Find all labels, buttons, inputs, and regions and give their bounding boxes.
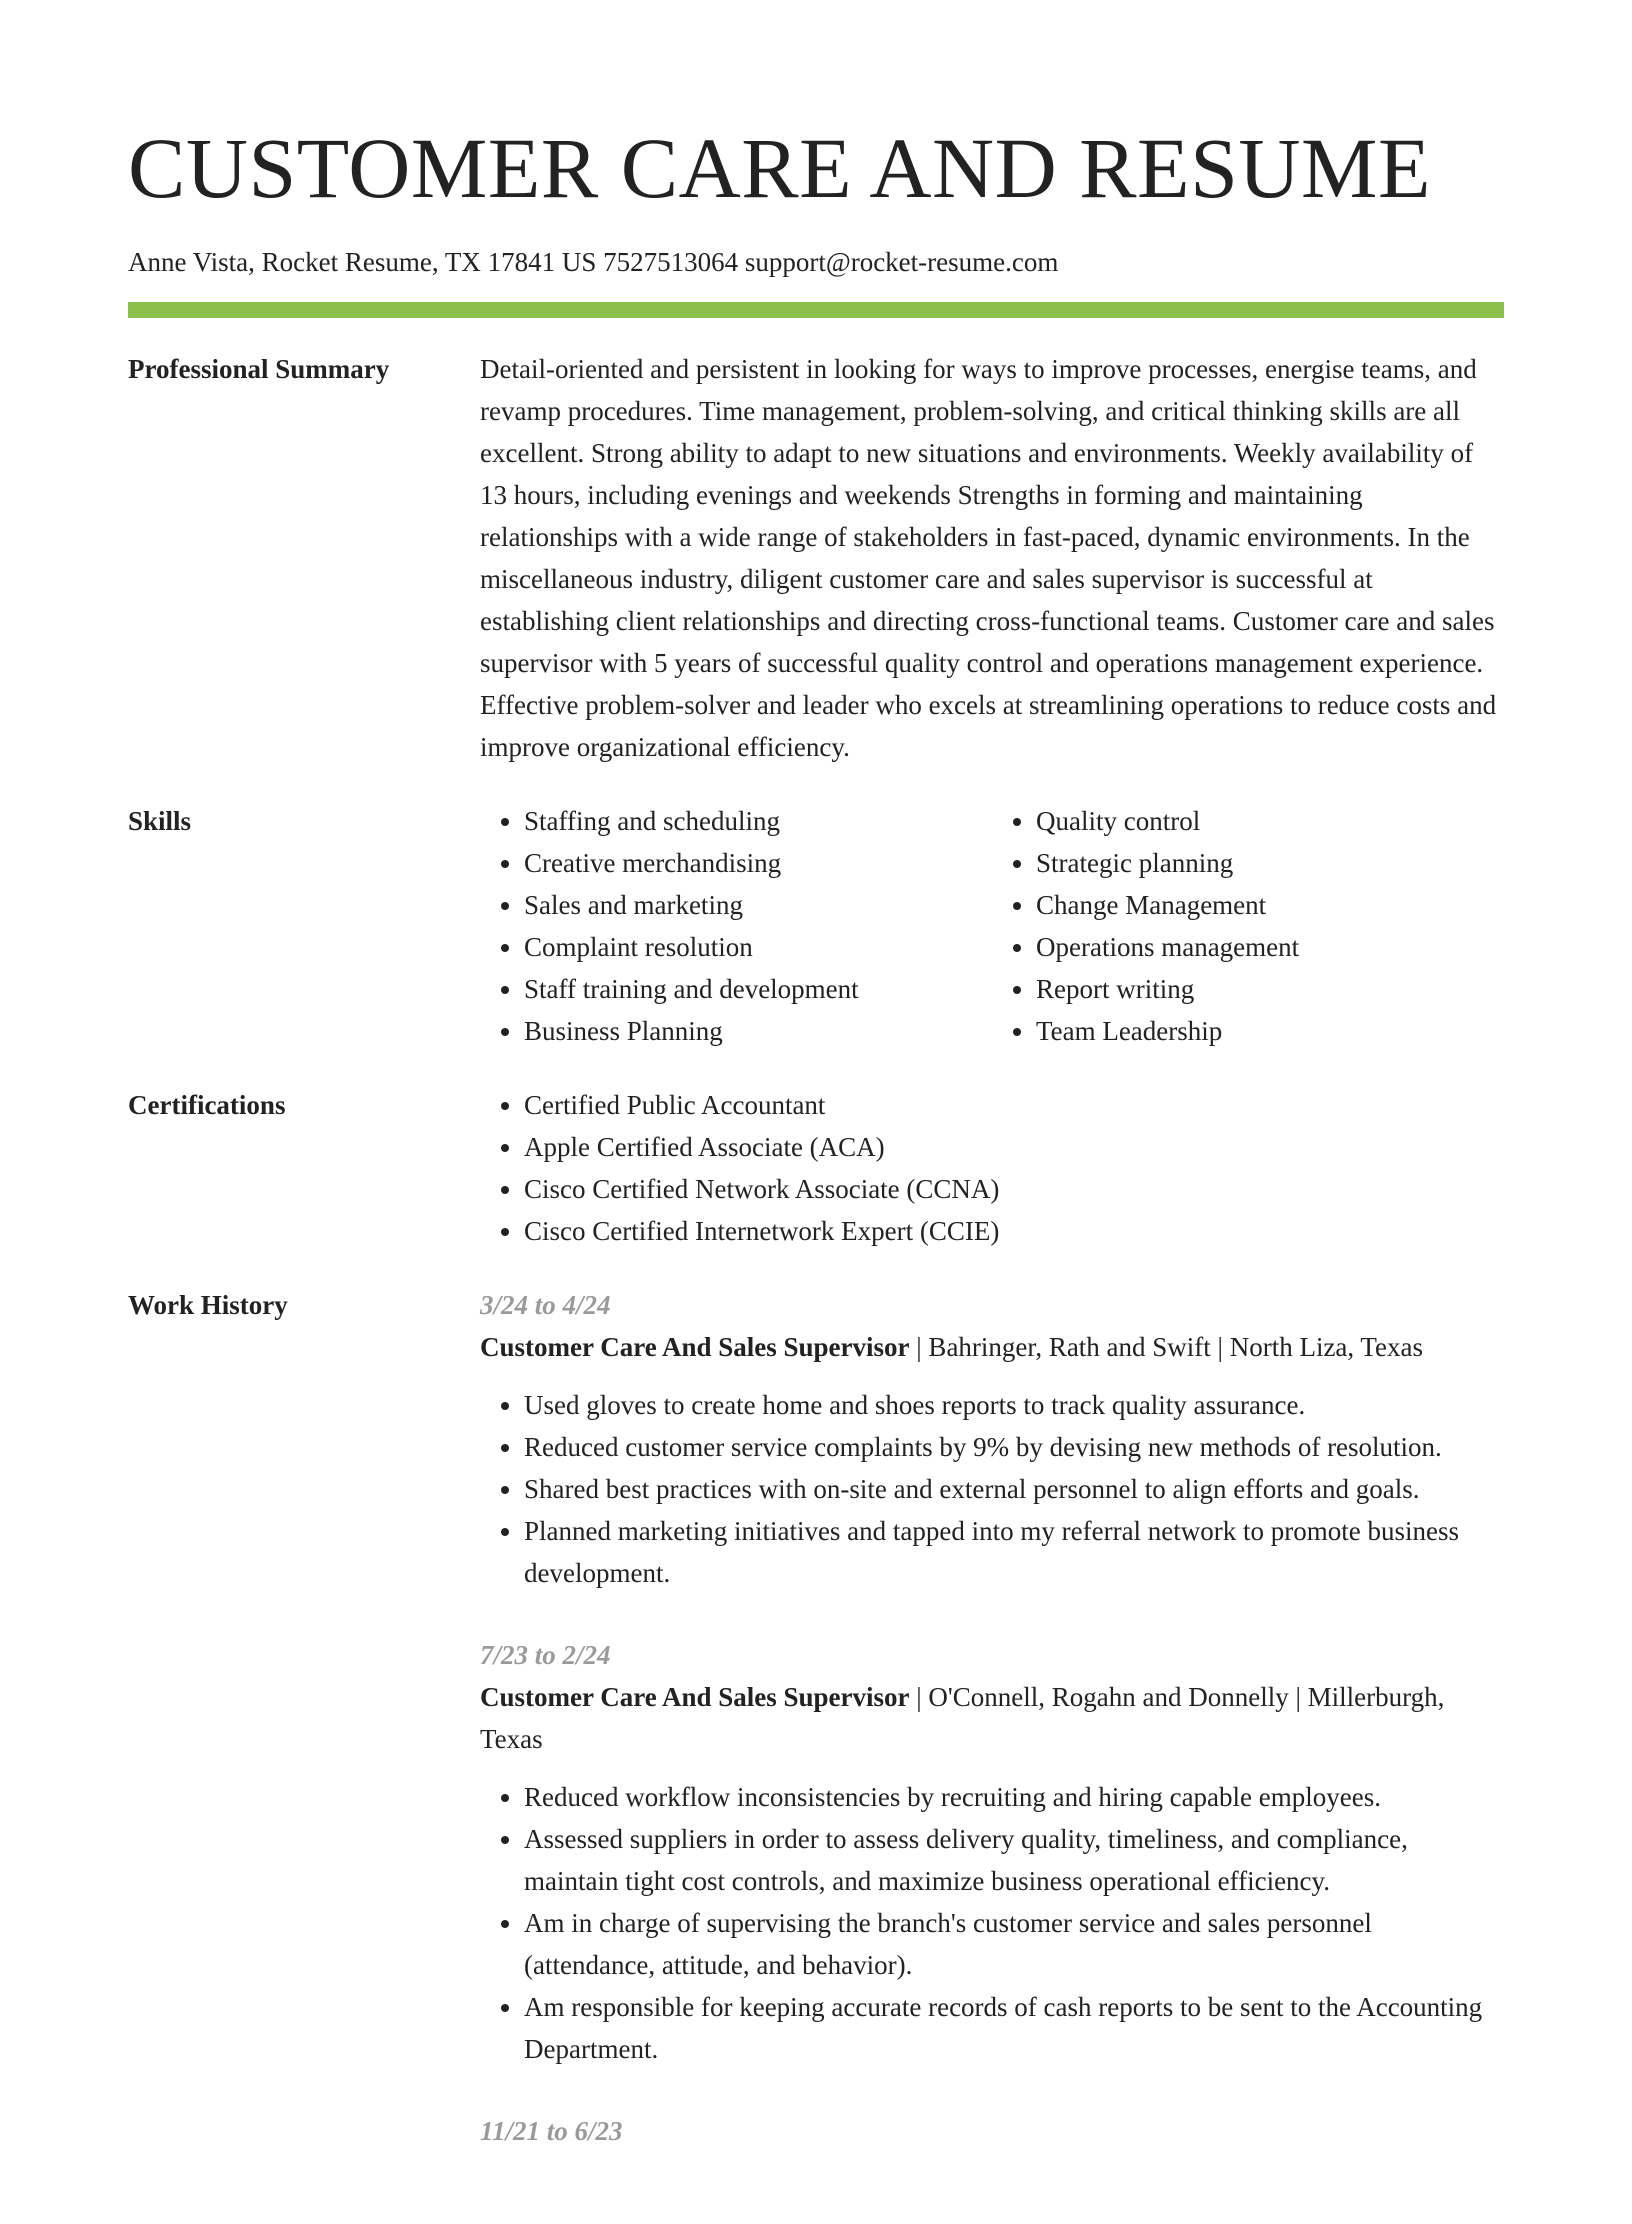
skill-item: • Quality control [1036,800,1504,842]
skill-item: • Staffing and scheduling [524,800,992,842]
job-bullet: • Reduced customer service complaints by 9% by devising new methods of resolution. [524,1426,1504,1468]
skills-grid [480,800,1504,1052]
job-company: | Bahringer, Rath and Swift | North Liza, Texas [909,1332,1424,1362]
job-date: 11/21 to 6/23 [480,2116,623,2146]
skill-item: • Sales and marketing [524,884,992,926]
job-title: Customer Care And Sales Supervisor [480,1682,910,1712]
section-certifications [128,1084,1504,1252]
section-label: Professional Summary [128,354,390,384]
section-professional-summary [128,348,1504,768]
job-entry [480,1634,1504,2070]
job-date: 7/23 to 2/24 [480,1640,611,1670]
job-heading [480,1326,1504,1368]
section-label: Certifications [128,1090,286,1120]
section-label: Skills [128,806,192,836]
skill-item: • Report writing [1036,968,1504,1010]
job-entry [480,1284,1504,1594]
resume-sections [128,348,1504,2224]
job-bullet: • Reduced workflow inconsistencies by recruiting and hiring capable employees. [524,1776,1504,1818]
skill-item: • Team Leadership [1036,1010,1504,1052]
skill-item: • Complaint resolution [524,926,992,968]
job-entry [480,2110,1504,2152]
section-body [480,348,1504,768]
certifications-list [480,1084,1504,1252]
skill-item: • Change Management [1036,884,1504,926]
skill-item: • Staff training and development [524,968,992,1010]
skills-list-left [480,800,992,1052]
section-label: Work History [128,1290,288,1320]
contact-line: Anne Vista, Rocket Resume, TX 17841 US 7527513064 support@rocket-resume.com [128,247,1059,277]
section-skills [128,800,1504,1052]
job-bullets [480,1384,1504,1594]
job-company: | O'Connell, Rogahn and Donnelly | Millerburgh, Texas [480,1682,1445,1754]
job-heading [480,1676,1504,1760]
resume-title: CUSTOMER CARE AND RESUME [128,120,1432,216]
skill-item: • Business Planning [524,1010,992,1052]
certification-item: • Cisco Certified Internetwork Expert (CCIE) [524,1210,1504,1252]
resume-header [128,118,1504,318]
job-bullet: • Am responsible for keeping accurate records of cash reports to be sent to the Accounting Department. [524,1986,1504,2070]
certification-item: • Certified Public Accountant [524,1084,1504,1126]
section-body [480,1084,1504,1252]
skill-item: • Operations management [1036,926,1504,968]
accent-divider [128,302,1504,318]
job-bullet: • Used gloves to create home and shoes reports to track quality assurance. [524,1384,1504,1426]
section-work-history [128,1284,1504,2192]
job-title: Customer Care And Sales Supervisor [480,1332,910,1362]
skill-item: • Creative merchandising [524,842,992,884]
job-bullet: • Am in charge of supervising the branch's customer service and sales personnel (attendance, attitude, and behavior). [524,1902,1504,1986]
job-bullet: • Planned marketing initiatives and tapped into my referral network to promote business development. [524,1510,1504,1594]
job-bullet: • Assessed suppliers in order to assess delivery quality, timeliness, and compliance, maintain tight cost controls, and maximize business operational efficiency. [524,1818,1504,1902]
job-bullets [480,1776,1504,2070]
certification-item: • Apple Certified Associate (ACA) [524,1126,1504,1168]
summary-text: Detail-oriented and persistent in looking for ways to improve processes, energise teams, and revamp procedures. Time management, problem-solving, and critical thinking skills are all excellent. Strong ability to adapt to new situations and environments. Weekly availability of 13 hours, including evenings and weekends Strengths in forming and maintaining relationships with a wide range of stakeholders in fast-paced, dynamic environments. In the miscellaneous industry, diligent customer care and sales supervisor is successful at establishing client relationships and directing cross-functional teams. Customer care and sales supervisor with 5 years of successful quality control and operations management experience. Effective problem-solver and leader who excels at streamlining operations to reduce costs and improve organizational efficiency. [480,354,1497,762]
job-bullet: • Shared best practices with on-site and external personnel to align efforts and goals. [524,1468,1504,1510]
skill-item: • Strategic planning [1036,842,1504,884]
section-body [480,1284,1504,2192]
certification-item: • Cisco Certified Network Associate (CCNA) [524,1168,1504,1210]
job-date: 3/24 to 4/24 [480,1290,611,1320]
skills-list-right [992,800,1504,1052]
